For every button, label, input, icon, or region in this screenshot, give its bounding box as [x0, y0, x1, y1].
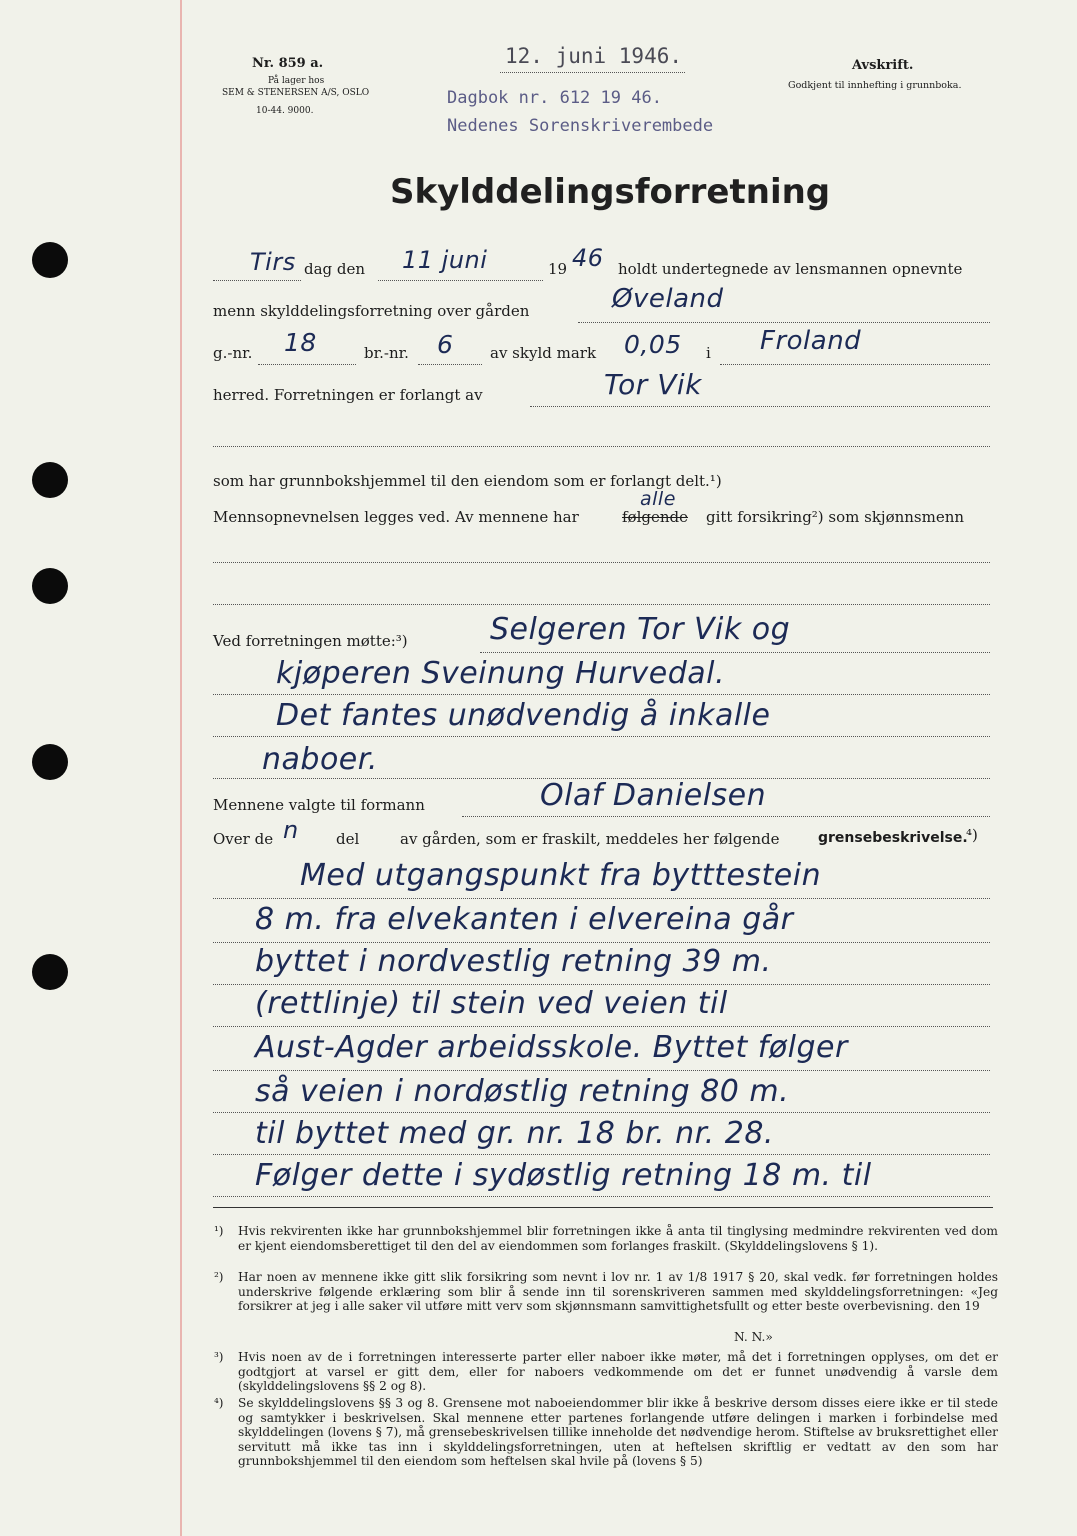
- footnote-mark: ²): [214, 1270, 224, 1284]
- fill-line: [213, 280, 301, 281]
- punch-hole: [32, 954, 68, 990]
- over-de-text: Over de: [213, 830, 274, 848]
- skyld-label: av skyld mark: [490, 344, 597, 362]
- mennsop-left: Mennsopnevnelsen legges ved. Av mennene har: [213, 508, 579, 526]
- border-handwriting: så veien i nordøstlig retning 80 m.: [255, 1074, 790, 1109]
- year-handwriting: 46: [572, 244, 604, 272]
- weekday-suffix: dag den: [304, 260, 366, 278]
- date-handwriting: 11 juni: [402, 246, 488, 274]
- border-bold: grensebeskrivelse.: [818, 830, 968, 846]
- met-label: Ved forretningen møtte:³): [213, 632, 408, 650]
- punch-hole: [32, 242, 68, 278]
- fill-line: [378, 280, 543, 281]
- margin-line: [180, 0, 182, 1536]
- municipality-handwriting: Froland: [760, 326, 862, 356]
- bnr-handwriting: 6: [437, 330, 454, 359]
- skyld-handwriting: 0,05: [624, 330, 682, 359]
- border-handwriting: Følger dette i sydøstlig retning 18 m. til: [255, 1158, 872, 1193]
- year-prefix: 19: [548, 260, 568, 278]
- weekday-handwriting: Tirs: [250, 248, 296, 276]
- publisher-line: 10-44. 9000.: [256, 106, 314, 116]
- folgende-struck: følgende: [622, 508, 688, 526]
- over-farm-text: menn skylddelingsforretning over gården: [213, 302, 530, 320]
- footnote-signature: N. N.»: [734, 1330, 773, 1344]
- i-label: i: [706, 344, 711, 362]
- gnr-handwriting: 18: [284, 328, 317, 357]
- border-handwriting: byttet i nordvestlig retning 39 m.: [255, 944, 772, 979]
- held-text: holdt undertegnede av lensmannen opnevnte: [618, 260, 963, 278]
- punch-hole: [32, 744, 68, 780]
- fill-line: [213, 942, 990, 943]
- met-handwriting: naboer.: [262, 742, 378, 777]
- hjemmel-text: som har grunnbokshjemmel til den eiendom som er forlangt delt.¹): [213, 472, 722, 490]
- page-title: Skylddelingsforretning: [390, 172, 831, 212]
- herred-text: herred. Forretningen er forlangt av: [213, 386, 483, 404]
- met-handwriting: Det fantes unødvendig å inkalle: [276, 698, 771, 733]
- fill-line: [462, 816, 990, 817]
- over-de-handwriting: n: [283, 816, 299, 844]
- dagbok-stamp: Dagbok nr. 612 19 46.: [447, 88, 662, 108]
- met-handwriting: kjøperen Sveinung Hurvedal.: [276, 656, 726, 691]
- farm-handwriting: Øveland: [612, 284, 724, 314]
- fill-line: [480, 652, 990, 653]
- fill-line: [213, 1070, 990, 1071]
- border-handwriting: 8 m. fra elvekanten i elvereina går: [255, 902, 794, 937]
- border-intro: av gården, som er fraskilt, meddeles her følgende: [400, 830, 780, 848]
- border-handwriting: Aust-Agder arbeidsskole. Byttet følger: [255, 1030, 848, 1065]
- footnote-mark: ⁴): [214, 1396, 224, 1410]
- footnote-text: Har noen av mennene ikke gitt slik forsikring som nevnt i lov nr. 1 av 1/8 1917 § 20, skal vedk. før forretningen holdes underskrive følgende erklæring som blir å sende inn til sorenskriveren sammen med skylddelingsforretningen: «Jeg forsikrer at jeg i alle saker vil utføre mitt verv som skjønnsmann samvittighetsfullt og etter beste overbevisning. den 19: [238, 1270, 998, 1314]
- chair-handwriting: Olaf Danielsen: [540, 778, 767, 813]
- date-underline: [500, 72, 685, 73]
- publisher-line: SEM & STENERSEN A/S, OSLO: [222, 88, 370, 98]
- requester-handwriting: Tor Vik: [604, 368, 702, 401]
- footnote-text: Hvis rekvirenten ikke har grunnbokshjemmel blir forretningen ikke å anta til tinglysing medmindre rekvirenten ved dom er kjent eiendomsberettiget til den del av eiendommen som forlanges fraskilt. (Skylddelingslovens § 1).: [238, 1224, 998, 1253]
- footnote-separator: [213, 1207, 993, 1208]
- fill-line: [213, 604, 990, 605]
- border-handwriting: til byttet med gr. nr. 18 br. nr. 28.: [255, 1116, 774, 1151]
- fill-line: [418, 364, 482, 365]
- border-sup: ⁴): [966, 826, 978, 844]
- border-handwriting: (rettlinje) til stein ved veien til: [255, 986, 728, 1021]
- fill-line: [213, 1154, 990, 1155]
- publisher-line: På lager hos: [268, 76, 325, 86]
- fill-line: [213, 898, 990, 899]
- fill-line: [530, 406, 990, 407]
- footnote-text: Hvis noen av de i forretningen interesserte parter eller naboer ikke møter, må det i forretningen opplyses, om det er godtgjort at varsel er gitt dem, eller for naboers vedkommende om det er funnet unødvendig å varsle dem (skylddelingslovens §§ 2 og 8).: [238, 1350, 998, 1394]
- copy-label: Avskrift.: [852, 58, 914, 73]
- fill-line: [720, 364, 990, 365]
- copy-note: Godkjent til innhefting i grunnboka.: [788, 80, 962, 91]
- form-number: Nr. 859 a.: [252, 56, 324, 71]
- met-handwriting: Selgeren Tor Vik og: [490, 612, 791, 647]
- fill-line: [213, 736, 990, 737]
- mennsop-right: gitt forsikring²) som skjønnsmenn: [706, 508, 965, 526]
- footnote-mark: ¹): [214, 1224, 224, 1238]
- over-del-text: del: [336, 830, 360, 848]
- alle-handwriting: alle: [640, 488, 676, 510]
- fill-line: [213, 984, 990, 985]
- fill-line: [213, 1196, 990, 1197]
- chair-label: Mennene valgte til formann: [213, 796, 425, 814]
- fill-line: [213, 1026, 990, 1027]
- fill-line: [213, 446, 990, 447]
- gnr-label: g.-nr.: [213, 344, 253, 362]
- border-handwriting: Med utgangspunkt fra bytttestein: [300, 858, 822, 893]
- fill-line: [213, 694, 990, 695]
- footnote-text: Se skylddelingslovens §§ 3 og 8. Grensene mot naboeiendommer blir ikke å beskrive dersom disses eiere ikke er til stede og samtykker i beskrivelsen. Skal mennene etter partenes forlangende utføre delingen i marken i forbindelse med skylddelingen (lovens § 7), må grensebeskrivelsen tillike inneholde det nødvendige herom. Stiftelse av bruksrettighet eller servitutt må ikke tas inn i skylddelingsforretningen, uten at heftelsen skriftlig er vedtatt av den som har grunnbokshjemmel til den eiendom som heftelsen skal hvile på (lovens § 5): [238, 1396, 998, 1469]
- punch-hole: [32, 462, 68, 498]
- bnr-label: br.-nr.: [364, 344, 409, 362]
- footnote-mark: ³): [214, 1350, 224, 1364]
- office-stamp: Nedenes Sorenskriverembede: [447, 116, 714, 136]
- fill-line: [213, 562, 990, 563]
- fill-line: [213, 1112, 990, 1113]
- fill-line: [578, 322, 990, 323]
- fill-line: [258, 364, 356, 365]
- date-stamp: 12. juni 1946.: [505, 44, 683, 68]
- punch-hole: [32, 568, 68, 604]
